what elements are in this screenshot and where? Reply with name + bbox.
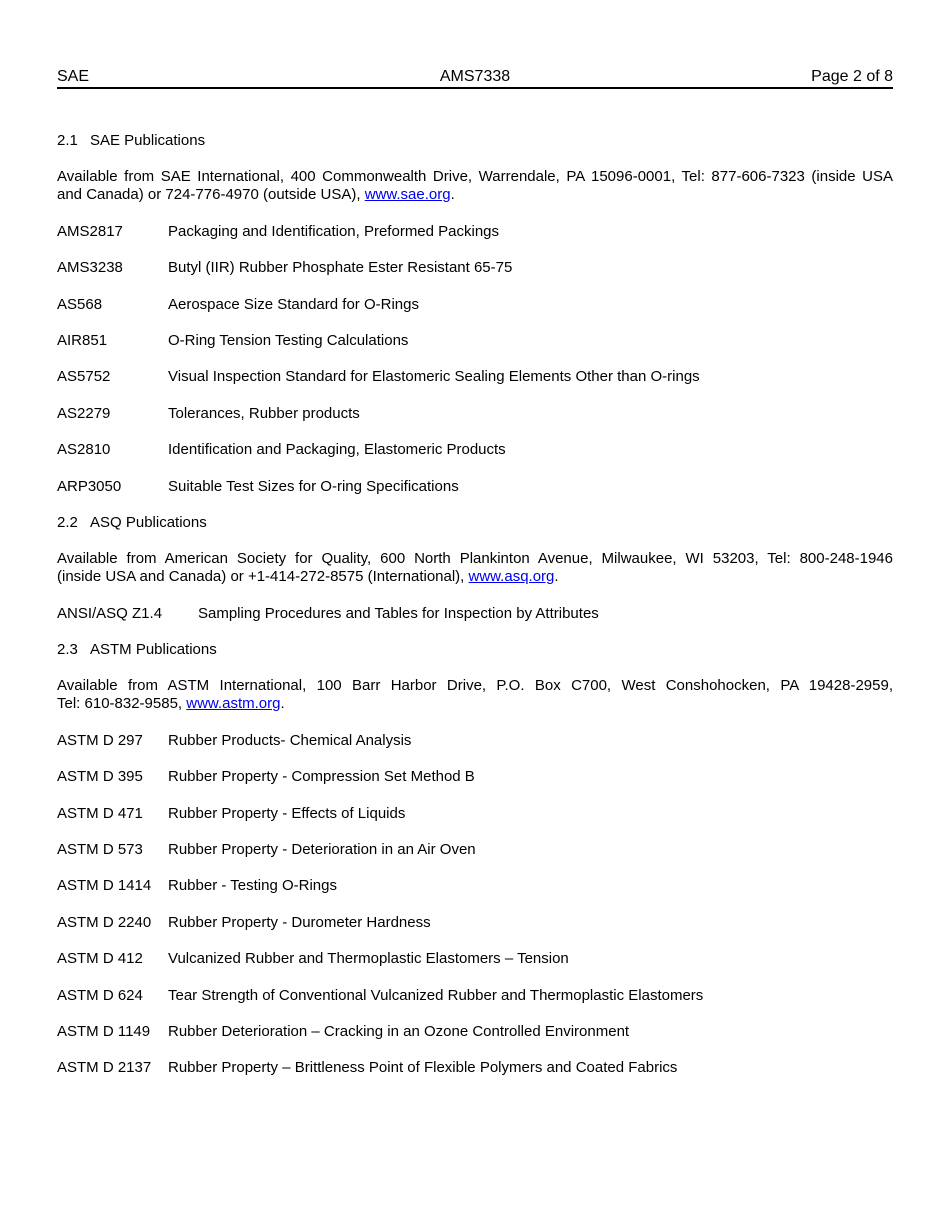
publication-code: ANSI/ASQ Z1.4 [57, 604, 163, 622]
publication-row [57, 296, 893, 314]
publication-code: ASTM D 573 [57, 841, 143, 859]
publication-code: ASTM D 1414 [57, 877, 152, 895]
section-heading-2-2 [57, 514, 893, 532]
publication-row [57, 405, 893, 423]
publication-code: AMS2817 [57, 222, 123, 240]
header-org-label: SAE [57, 68, 90, 85]
header-page-indicator: Page 2 of 8 [811, 68, 894, 85]
section-title: ASQ Publications [90, 513, 207, 531]
publication-title: Identification and Packaging, Elastomeric Products [168, 441, 506, 459]
paragraph-line-2 [57, 695, 893, 713]
publication-title: Visual Inspection Standard for Elastomeric Sealing Elements Other than O-rings [168, 368, 700, 386]
astm-org-link[interactable]: www.astm.org [186, 695, 281, 713]
publication-row [57, 259, 893, 277]
publication-title: Tear Strength of Conventional Vulcanized Rubber and Thermoplastic Elastomers [168, 986, 704, 1004]
publication-row [57, 950, 893, 968]
availability-paragraph-astm [57, 677, 893, 713]
paragraph-text: (inside USA and Canada) or +1-414-272-8575 (International), [57, 568, 469, 586]
section-number: 2.2 [57, 513, 78, 531]
publication-title: Suitable Test Sizes for O-ring Specifications [168, 477, 459, 495]
paragraph-text: and Canada) or 724-776-4970 (outside USA), [57, 186, 365, 204]
publication-title: Sampling Procedures and Tables for Inspection by Attributes [198, 604, 599, 622]
publication-code: ASTM D 471 [57, 804, 143, 822]
availability-paragraph-sae [57, 168, 893, 204]
publication-title: Butyl (IIR) Rubber Phosphate Ester Resistant 65-75 [168, 259, 513, 277]
publication-code: AS2279 [57, 404, 111, 422]
publication-row [57, 478, 893, 496]
publication-row [57, 223, 893, 241]
publication-code: ASTM D 2137 [57, 1059, 152, 1077]
sae-org-link[interactable]: www.sae.org [364, 186, 451, 204]
publication-code: ASTM D 624 [57, 986, 143, 1004]
publication-code: ASTM D 1149 [57, 1022, 151, 1040]
publication-row [57, 441, 893, 459]
publication-title: Rubber Property - Compression Set Method B [168, 768, 475, 786]
paragraph-text: . [554, 568, 559, 586]
publication-code: AIR851 [57, 331, 108, 349]
publication-row [57, 877, 893, 895]
asq-org-link[interactable]: www.asq.org [468, 568, 555, 586]
document-body [57, 132, 893, 1077]
publication-title: Tolerances, Rubber products [168, 404, 360, 422]
header-doc-number: AMS7338 [439, 68, 511, 85]
publication-row [57, 605, 893, 623]
publication-code: ASTM D 395 [57, 768, 143, 786]
publication-row [57, 987, 893, 1005]
publication-code: ASTM D 2240 [57, 913, 152, 931]
publication-title: Rubber Property – Brittleness Point of Flexible Polymers and Coated Fabrics [168, 1059, 678, 1077]
section-title: ASTM Publications [90, 641, 217, 659]
paragraph-line-2 [57, 568, 893, 586]
page-header [57, 67, 893, 89]
publication-title: Vulcanized Rubber and Thermoplastic Elastomers – Tension [168, 950, 569, 968]
publication-row [57, 368, 893, 386]
section-heading-2-1 [57, 132, 893, 150]
publication-title: Aerospace Size Standard for O-Rings [168, 295, 419, 313]
section-heading-2-3 [57, 641, 893, 659]
paragraph-line-1: Available from ASTM International, 100 Barr Harbor Drive, P.O. Box C700, West Conshohocken, PA 19428-2959, [57, 677, 893, 695]
paragraph-text: . [280, 695, 285, 713]
publication-row [57, 332, 893, 350]
paragraph-line-1: Available from SAE International, 400 Commonwealth Drive, Warrendale, PA 15096-0001, Tel: 877-606-7323 (inside USA [57, 168, 893, 186]
publication-row [57, 1059, 893, 1077]
publication-code: AMS3238 [57, 259, 123, 277]
section-number: 2.3 [57, 641, 78, 659]
publication-code: ASTM D 412 [57, 950, 143, 968]
publication-title: Rubber - Testing O-Rings [168, 877, 337, 895]
publication-title: Rubber Products- Chemical Analysis [168, 731, 412, 749]
publication-code: ASTM D 297 [57, 731, 143, 749]
publication-row [57, 768, 893, 786]
publication-row [57, 732, 893, 750]
publication-title: Rubber Deterioration – Cracking in an Ozone Controlled Environment [168, 1022, 630, 1040]
section-title: SAE Publications [90, 132, 206, 149]
publication-row [57, 914, 893, 932]
publication-title: Rubber Property - Deterioration in an Air Oven [168, 841, 476, 859]
publication-title: Rubber Property - Durometer Hardness [168, 913, 431, 931]
availability-paragraph-asq [57, 550, 893, 586]
publication-title: Rubber Property - Effects of Liquids [168, 804, 406, 822]
publication-code: AS5752 [57, 368, 111, 386]
paragraph-line-1: Available from American Society for Quality, 600 North Plankinton Avenue, Milwaukee, WI 53203, Tel: 800-248-1946 [57, 550, 893, 568]
publication-code: ARP3050 [57, 477, 122, 495]
publication-code: AS2810 [57, 441, 111, 459]
section-number: 2.1 [57, 132, 78, 149]
publication-row [57, 841, 893, 859]
publication-title: O-Ring Tension Testing Calculations [168, 331, 409, 349]
paragraph-line-2 [57, 186, 893, 204]
paragraph-text: Tel: 610-832-9585, [57, 695, 187, 713]
publication-code: AS568 [57, 295, 103, 313]
publication-row [57, 805, 893, 823]
paragraph-text: . [450, 186, 455, 204]
publication-row [57, 1023, 893, 1041]
publication-title: Packaging and Identification, Preformed Packings [168, 222, 500, 240]
